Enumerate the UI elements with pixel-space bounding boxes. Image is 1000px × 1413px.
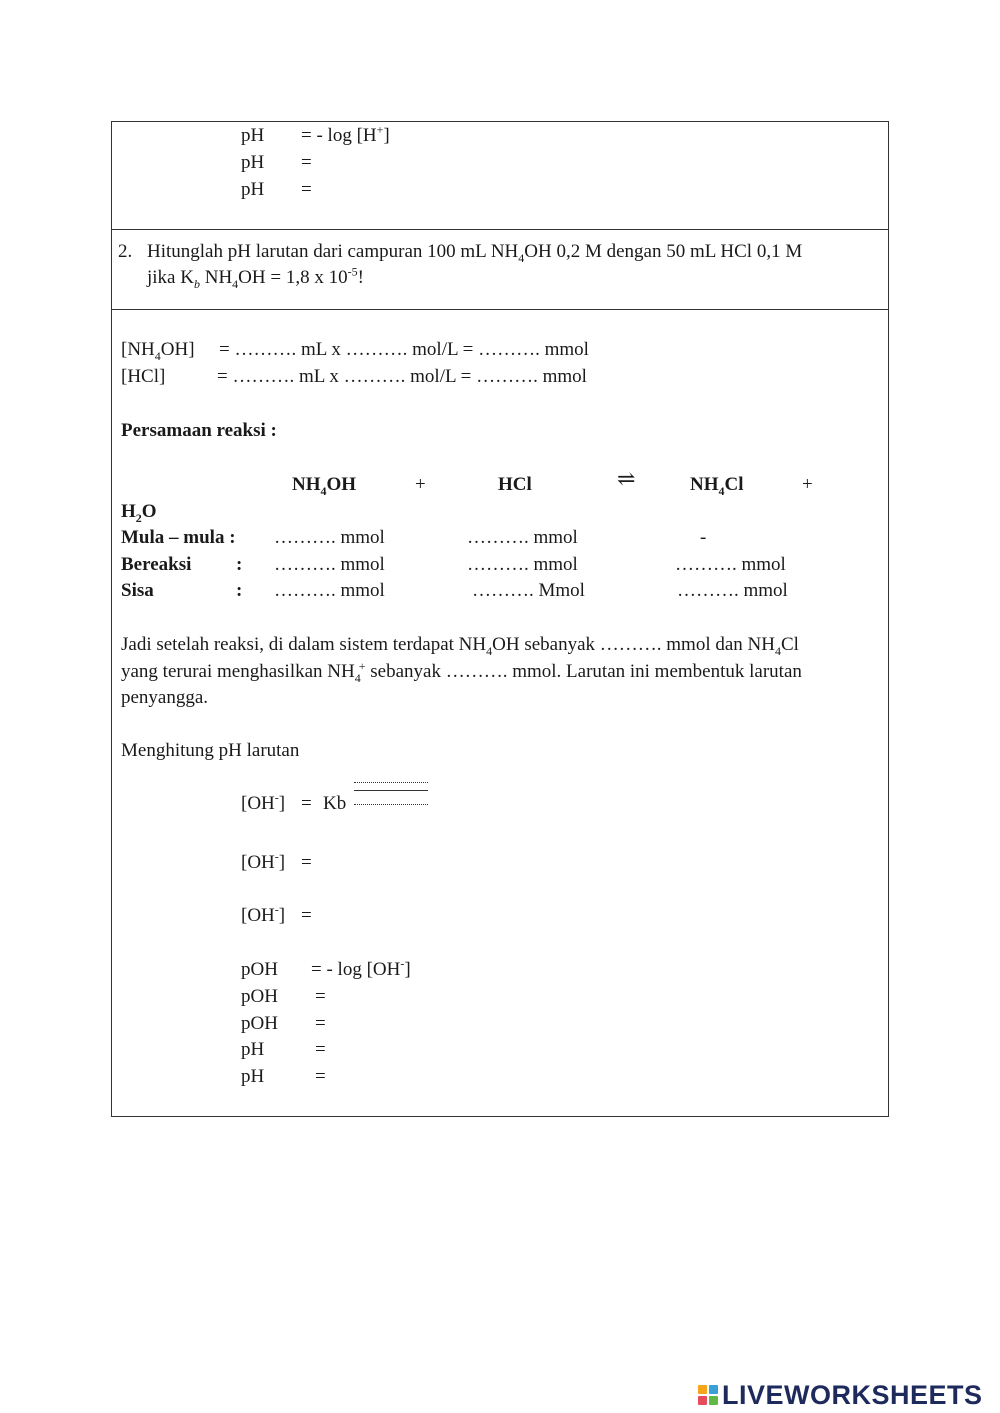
logo-text: LIVEWORKSHEETS xyxy=(722,1379,983,1410)
fraction-numerator-blank xyxy=(354,782,428,783)
worksheet-frame xyxy=(111,121,889,1117)
mmol-hcl-line: [HCl] = ………. mL x ………. mol/L = ………. mmol xyxy=(121,366,587,387)
row-bereaksi-label: Bereaksi xyxy=(121,554,192,575)
question-line-2: jika $K_b$ $NH_4OH = 1,8$ x $10^{-5}$! xyxy=(147,264,364,291)
row-bereaksi-c3: ………. mmol xyxy=(675,554,786,575)
row-mula-c2: ………. mmol xyxy=(467,527,578,548)
logo-square-3 xyxy=(698,1396,707,1405)
reactant-nh4oh: $NH_4OH$ xyxy=(292,474,357,498)
question-2-section xyxy=(112,230,888,310)
ph-line-1: pH = - log [H+] xyxy=(241,122,390,146)
plus-sign-1: + xyxy=(415,474,426,495)
answer-work-section xyxy=(112,310,888,1116)
row-sisa-c3: ………. mmol xyxy=(677,580,788,601)
row-bereaksi-colon: : xyxy=(236,554,243,575)
logo-mark-icon xyxy=(698,1385,718,1405)
product-h2o: $H_2O$ xyxy=(121,501,157,525)
ph-calculation-section xyxy=(112,122,888,230)
fraction-bar xyxy=(354,790,428,791)
product-nh4cl: $NH_4Cl$ xyxy=(690,474,744,498)
oh-line-1: [OH-] = Kb xyxy=(241,790,347,814)
poh-line-1: pOH = - log [OH-] xyxy=(241,956,411,980)
ph-final-line-2: pH = xyxy=(241,1066,326,1087)
row-sisa-colon: : xyxy=(236,580,243,601)
logo-square-4 xyxy=(709,1396,718,1405)
row-sisa-label: Sisa xyxy=(121,580,154,601)
row-bereaksi-c2: ………. mmol xyxy=(467,554,578,575)
row-mula-c3: - xyxy=(700,527,707,548)
oh-line-3: [OH-] = xyxy=(241,902,312,926)
poh-line-3: pOH = xyxy=(241,1013,326,1034)
ph-line-2: pH = xyxy=(241,152,312,173)
logo-square-2 xyxy=(709,1385,718,1394)
equilibrium-arrow-icon: ⇌ xyxy=(617,466,636,491)
reaction-title: Persamaan reaksi : xyxy=(121,420,277,441)
conclusion-line-2: yang terurai menghasilkan $NH_4^+$ sebanyak ………. mmol. Larutan ini membentuk larutan xyxy=(121,658,802,685)
liveworksheets-logo xyxy=(698,1380,983,1410)
reactant-hcl: HCl xyxy=(498,474,532,495)
conclusion-line-3: penyangga. xyxy=(121,687,209,708)
poh-line-2: pOH = xyxy=(241,986,326,1007)
row-bereaksi-c1: ………. mmol xyxy=(274,554,385,575)
question-number: 2. xyxy=(118,241,133,262)
ph-line-3: pH = xyxy=(241,179,312,200)
logo-square-1 xyxy=(698,1385,707,1394)
plus-sign-2: + xyxy=(802,474,813,495)
conclusion-line-1: Jadi setelah reaksi, di dalam sistem terdapat $NH_4OH$ sebanyak ………. mmol dan $NH_4Cl$ xyxy=(121,634,799,658)
mmol-nh4oh-line: $[NH_4OH]$ = ………. mL x ………. mol/L = ………. mmol xyxy=(121,339,589,363)
fraction-denominator-blank xyxy=(354,804,428,805)
ph-final-line-1: pH = xyxy=(241,1039,326,1060)
oh-line-2: [OH-] = xyxy=(241,849,312,873)
row-sisa-c2: ………. Mmol xyxy=(472,580,585,601)
row-sisa-c1: ………. mmol xyxy=(274,580,385,601)
row-mula-c1: ………. mmol xyxy=(274,527,385,548)
calc-title: Menghitung pH larutan xyxy=(121,740,300,761)
question-line-1: Hitunglah pH larutan dari campuran 100 mL $NH_4OH$ 0,2 M dengan 50 mL HCl 0,1 M xyxy=(147,241,803,265)
row-mula-label: Mula – mula : xyxy=(121,527,236,548)
